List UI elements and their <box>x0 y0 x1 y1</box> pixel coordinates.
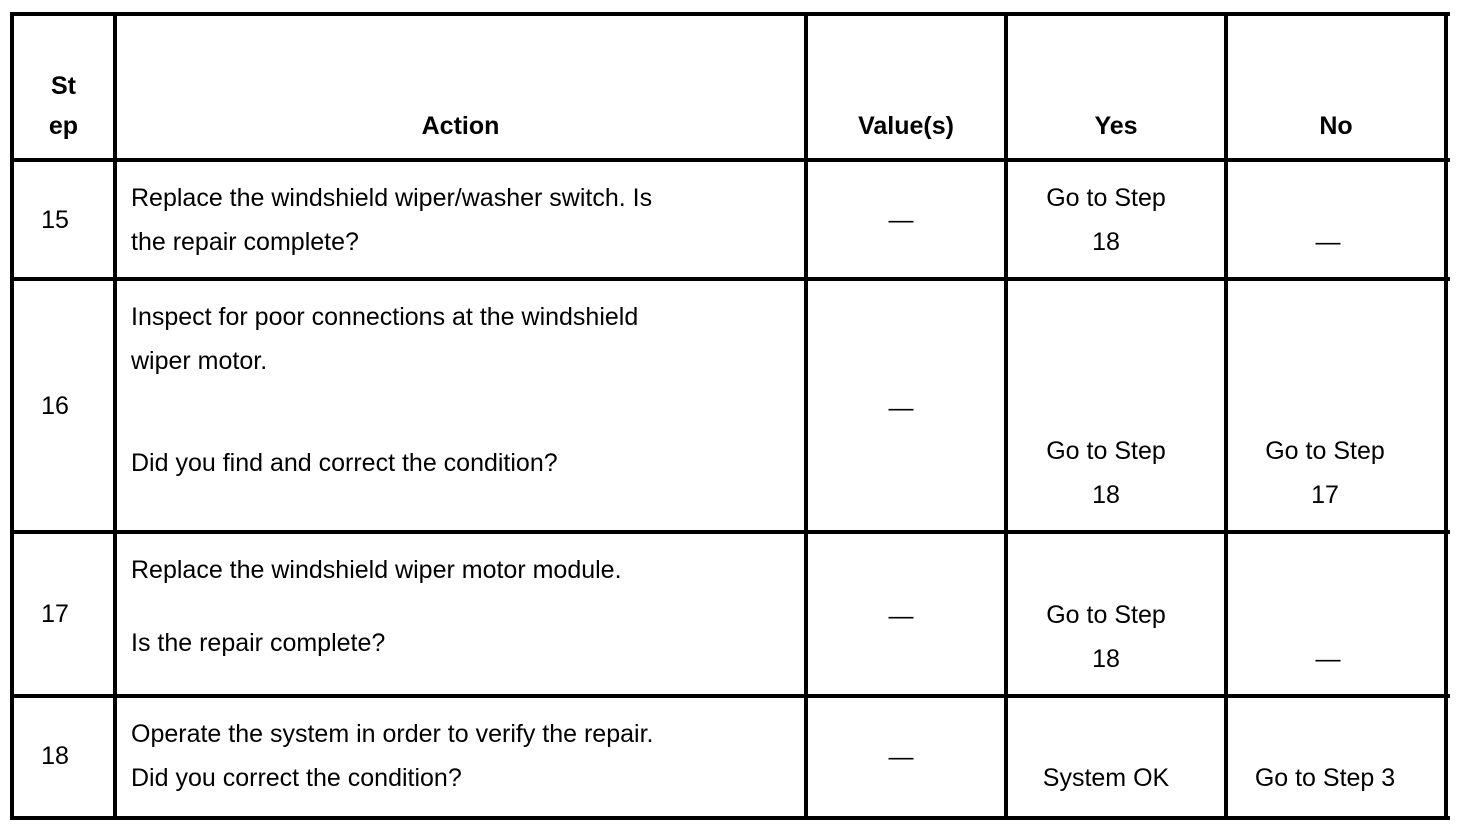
table-border-right <box>1444 12 1448 820</box>
row-divider <box>10 694 1450 698</box>
row-16-no: Go to Step 17 <box>1265 437 1385 509</box>
header-no: No <box>1319 112 1353 140</box>
header-step-line2: ep <box>48 112 79 140</box>
row-15-yes: Go to Step 18 <box>1046 184 1166 256</box>
row-divider <box>10 277 1450 281</box>
row-17-no: — <box>1315 645 1341 673</box>
table-border-bottom <box>10 816 1450 820</box>
row-18-yes: System OK <box>1042 764 1170 792</box>
row-17-action: Replace the windshield wiper motor module. Is the repair complete? <box>131 556 622 657</box>
row-16-yes: Go to Step 18 <box>1046 437 1166 509</box>
row-16-action: Inspect for poor connections at the windshield wiper motor. Did you find and correct the condition? <box>131 303 639 477</box>
row-18-step: 18 <box>41 742 69 770</box>
table-border-top <box>10 12 1450 16</box>
row-17-step: 17 <box>41 600 69 628</box>
row-16-step: 16 <box>41 392 69 420</box>
row-15-action: Replace the windshield wiper/washer switch. Is the repair complete? <box>131 184 653 256</box>
row-18-no: Go to Step 3 <box>1254 764 1396 792</box>
row-15-step: 15 <box>41 206 69 234</box>
row-18-value: — <box>888 743 914 771</box>
row-15-no: — <box>1315 228 1341 256</box>
header-divider <box>10 158 1450 162</box>
row-15-value: — <box>888 206 914 234</box>
header-action: Action <box>421 112 500 140</box>
row-17-value: — <box>888 602 914 630</box>
header-step <box>14 66 113 146</box>
header-step-line1: St <box>51 72 76 100</box>
row-18-action: Operate the system in order to verify the repair. Did you correct the condition? <box>131 720 654 792</box>
header-values: Value(s) <box>858 112 954 140</box>
row-16-value: — <box>888 394 914 422</box>
row-divider <box>10 530 1450 534</box>
row-17-yes: Go to Step 18 <box>1046 601 1166 673</box>
header-yes: Yes <box>1094 112 1138 140</box>
